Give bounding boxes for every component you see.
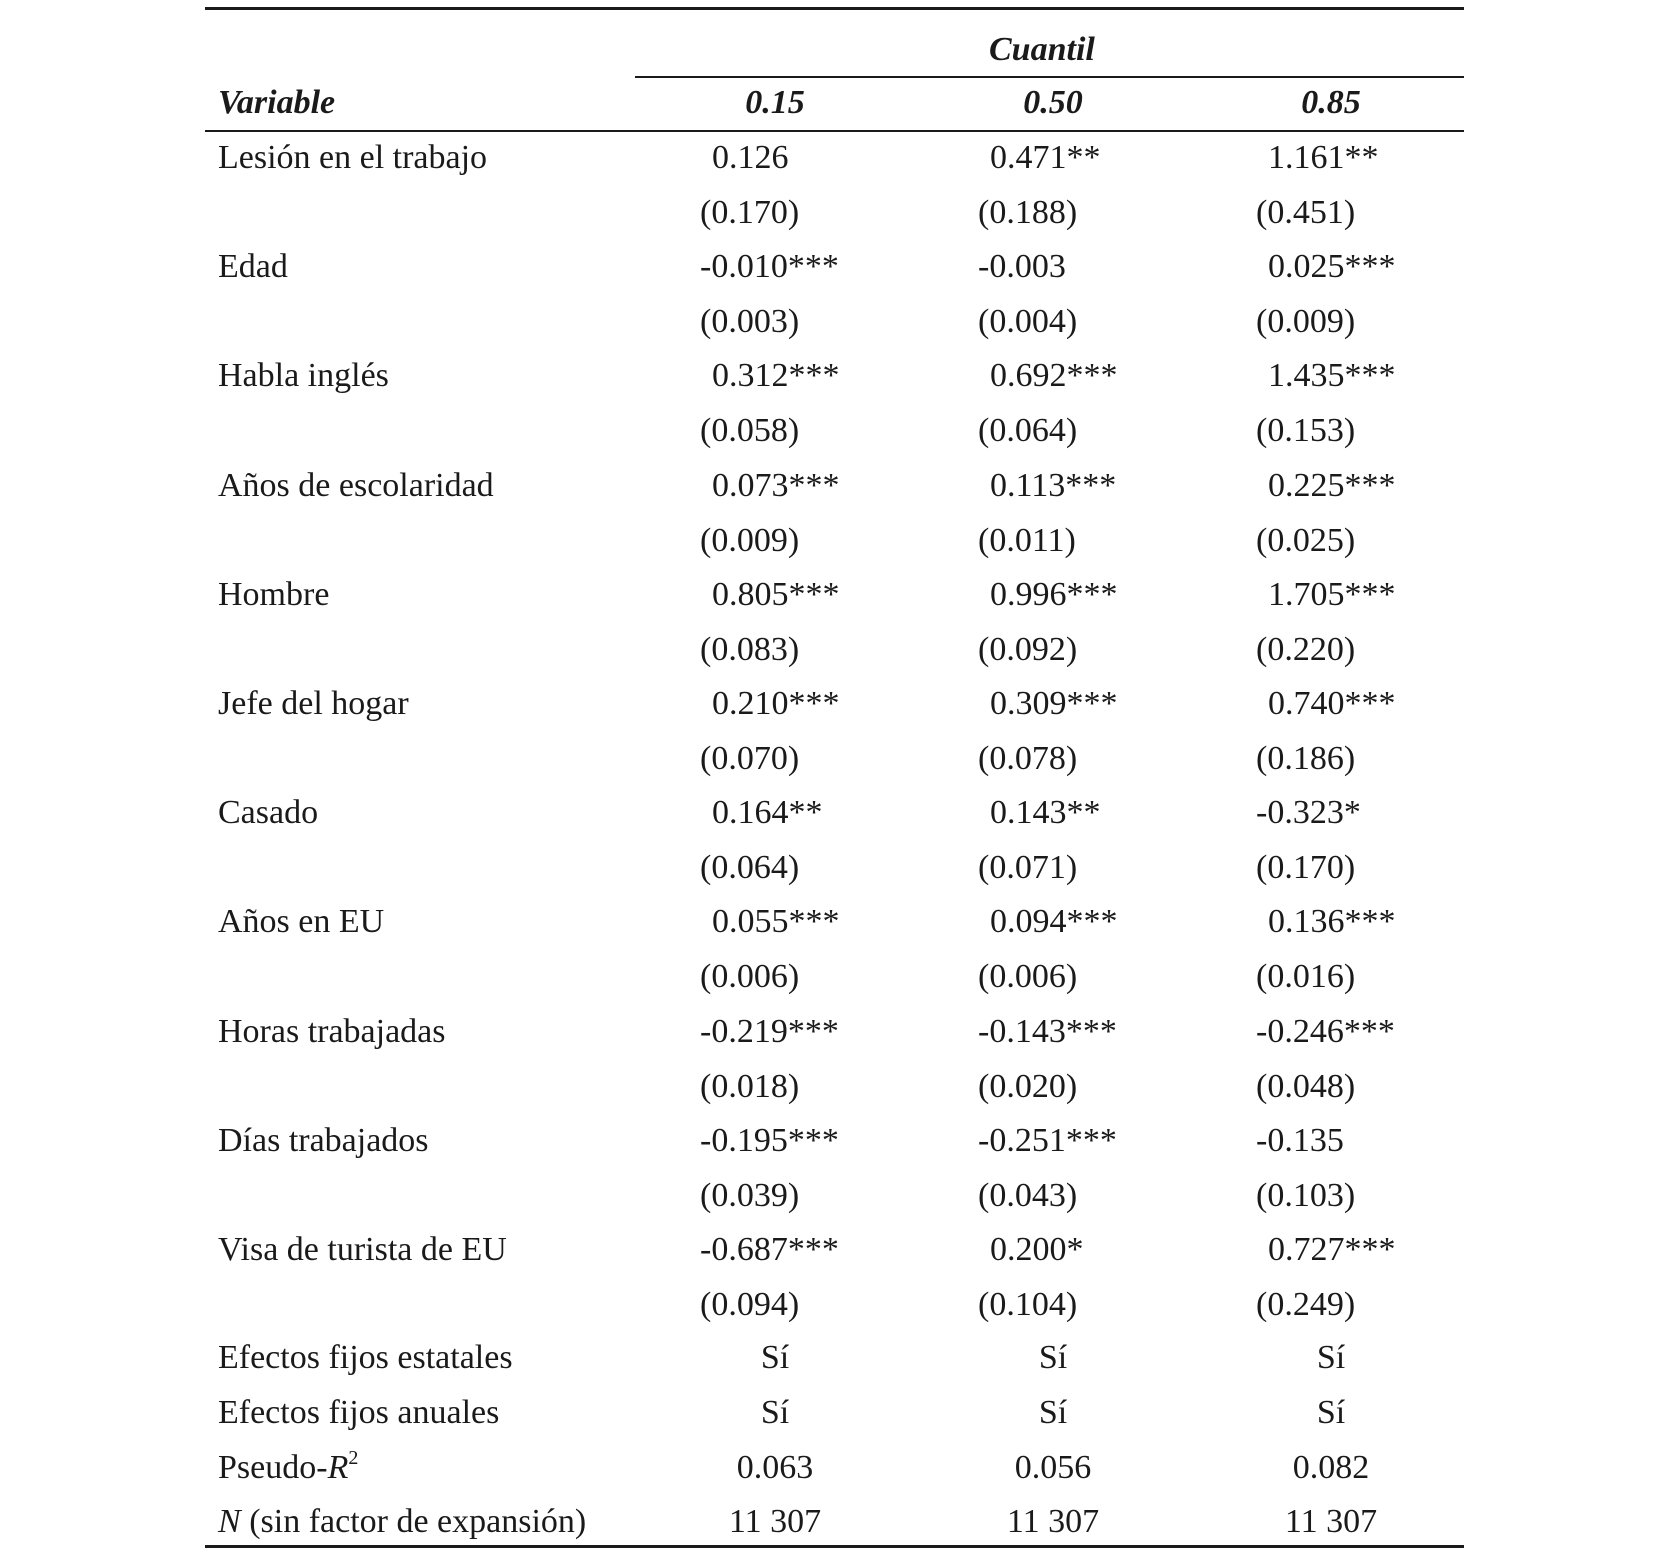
coefficient-value: -0.323* [1256, 794, 1361, 831]
footer-pseudo-r2-value: 0.082 [1292, 1449, 1370, 1486]
standard-error-value: (0.083) [700, 631, 800, 668]
standard-error-value: (0.153) [1256, 412, 1356, 449]
coefficient-value: -0.687*** [700, 1231, 839, 1268]
standard-error-value: (0.043) [978, 1177, 1078, 1214]
standard-error-value: (0.186) [1256, 740, 1356, 777]
quantile-group-header: Cuantil [989, 31, 1095, 68]
quantile-header-1: 0.15 [745, 84, 805, 121]
standard-error-value: (0.004) [978, 303, 1078, 340]
footer-year-fe-value: Sí [1038, 1394, 1068, 1431]
variable-name: Años de escolaridad [218, 467, 494, 504]
coefficient-value: 0.136*** [1268, 903, 1396, 940]
footer-n-value: 11 307 [1284, 1503, 1378, 1540]
footer-pseudo-r2-value: 0.063 [736, 1449, 814, 1486]
variable-name: Habla inglés [218, 357, 389, 394]
variable-name: Días trabajados [218, 1122, 429, 1159]
footer-n-value: 11 307 [1006, 1503, 1100, 1540]
footer-year-fe-label: Efectos fijos anuales [218, 1394, 500, 1431]
variable-name: Jefe del hogar [218, 685, 409, 722]
standard-error-value: (0.003) [700, 303, 800, 340]
standard-error-value: (0.016) [1256, 958, 1356, 995]
standard-error-value: (0.451) [1256, 194, 1356, 231]
coefficient-value: -0.010*** [700, 248, 839, 285]
coefficient-value: -0.251*** [978, 1122, 1117, 1159]
footer-year-fe-value: Sí [1316, 1394, 1346, 1431]
standard-error-value: (0.078) [978, 740, 1078, 777]
standard-error-value: (0.011) [978, 522, 1076, 559]
standard-error-value: (0.220) [1256, 631, 1356, 668]
standard-error-value: (0.025) [1256, 522, 1356, 559]
footer-pseudo-r2-value: 0.056 [1014, 1449, 1092, 1486]
coefficient-value: -0.143*** [978, 1013, 1117, 1050]
standard-error-value: (0.039) [700, 1177, 800, 1214]
footer-state-fe-value: Sí [1038, 1339, 1068, 1376]
coefficient-value: -0.195*** [700, 1122, 839, 1159]
standard-error-value: (0.103) [1256, 1177, 1356, 1214]
coefficient-value: 0.996*** [990, 576, 1118, 613]
footer-state-fe-value: Sí [760, 1339, 790, 1376]
coefficient-value: 0.126 [712, 139, 789, 176]
coefficient-value: -0.246*** [1256, 1013, 1395, 1050]
standard-error-value: (0.009) [1256, 303, 1356, 340]
coefficient-value: 0.740*** [1268, 685, 1396, 722]
coefficient-value: 0.210*** [712, 685, 840, 722]
quantile-header-3: 0.85 [1301, 84, 1361, 121]
standard-error-value: (0.071) [978, 849, 1078, 886]
footer-year-fe-value: Sí [760, 1394, 790, 1431]
coefficient-value: 0.727*** [1268, 1231, 1396, 1268]
table-top-rule [205, 7, 1464, 10]
coefficient-value: 0.143** [990, 794, 1101, 831]
standard-error-value: (0.009) [700, 522, 800, 559]
standard-error-value: (0.048) [1256, 1068, 1356, 1105]
table-subheader-rule [635, 76, 1464, 78]
quantile-header-2: 0.50 [1023, 84, 1083, 121]
standard-error-value: (0.094) [700, 1286, 800, 1323]
footer-n-label: N (sin factor de expansión) [218, 1503, 587, 1540]
standard-error-value: (0.170) [700, 194, 800, 231]
coefficient-value: 0.225*** [1268, 467, 1396, 504]
standard-error-value: (0.104) [978, 1286, 1078, 1323]
coefficient-value: 0.113*** [990, 467, 1117, 504]
coefficient-value: 0.164** [712, 794, 823, 831]
standard-error-value: (0.249) [1256, 1286, 1356, 1323]
footer-n-value: 11 307 [728, 1503, 822, 1540]
coefficient-value: 1.435*** [1268, 357, 1396, 394]
coefficient-value: 0.805*** [712, 576, 840, 613]
variable-name: Edad [218, 248, 288, 285]
footer-pseudo-r2-label: Pseudo-$R^2$ [218, 1447, 359, 1486]
standard-error-value: (0.070) [700, 740, 800, 777]
coefficient-value: 0.692*** [990, 357, 1118, 394]
table-header-rule [205, 130, 1464, 132]
coefficient-value: -0.135 [1256, 1122, 1344, 1159]
coefficient-value: 0.471** [990, 139, 1101, 176]
table-bottom-rule [205, 1545, 1464, 1548]
standard-error-value: (0.092) [978, 631, 1078, 668]
coefficient-value: 1.705*** [1268, 576, 1396, 613]
standard-error-value: (0.058) [700, 412, 800, 449]
variable-name: Casado [218, 794, 319, 831]
variable-name: Visa de turista de EU [218, 1231, 507, 1268]
standard-error-value: (0.006) [700, 958, 800, 995]
standard-error-value: (0.188) [978, 194, 1078, 231]
coefficient-value: 0.200* [990, 1231, 1084, 1268]
standard-error-value: (0.006) [978, 958, 1078, 995]
coefficient-value: 1.161** [1268, 139, 1379, 176]
footer-state-fe-value: Sí [1316, 1339, 1346, 1376]
coefficient-value: 0.312*** [712, 357, 840, 394]
variable-name: Horas trabajadas [218, 1013, 446, 1050]
coefficient-value: 0.025*** [1268, 248, 1396, 285]
standard-error-value: (0.064) [978, 412, 1078, 449]
variable-name: Años en EU [218, 903, 385, 940]
variable-name: Hombre [218, 576, 330, 613]
coefficient-value: -0.219*** [700, 1013, 839, 1050]
standard-error-value: (0.020) [978, 1068, 1078, 1105]
standard-error-value: (0.170) [1256, 849, 1356, 886]
standard-error-value: (0.064) [700, 849, 800, 886]
coefficient-value: 0.094*** [990, 903, 1118, 940]
coefficient-value: 0.055*** [712, 903, 840, 940]
coefficient-value: -0.003 [978, 248, 1066, 285]
variable-name: Lesión en el trabajo [218, 139, 488, 176]
coefficient-value: 0.309*** [990, 685, 1118, 722]
variable-column-header: Variable [218, 84, 336, 121]
coefficient-value: 0.073*** [712, 467, 840, 504]
standard-error-value: (0.018) [700, 1068, 800, 1105]
footer-state-fe-label: Efectos fijos estatales [218, 1339, 513, 1376]
